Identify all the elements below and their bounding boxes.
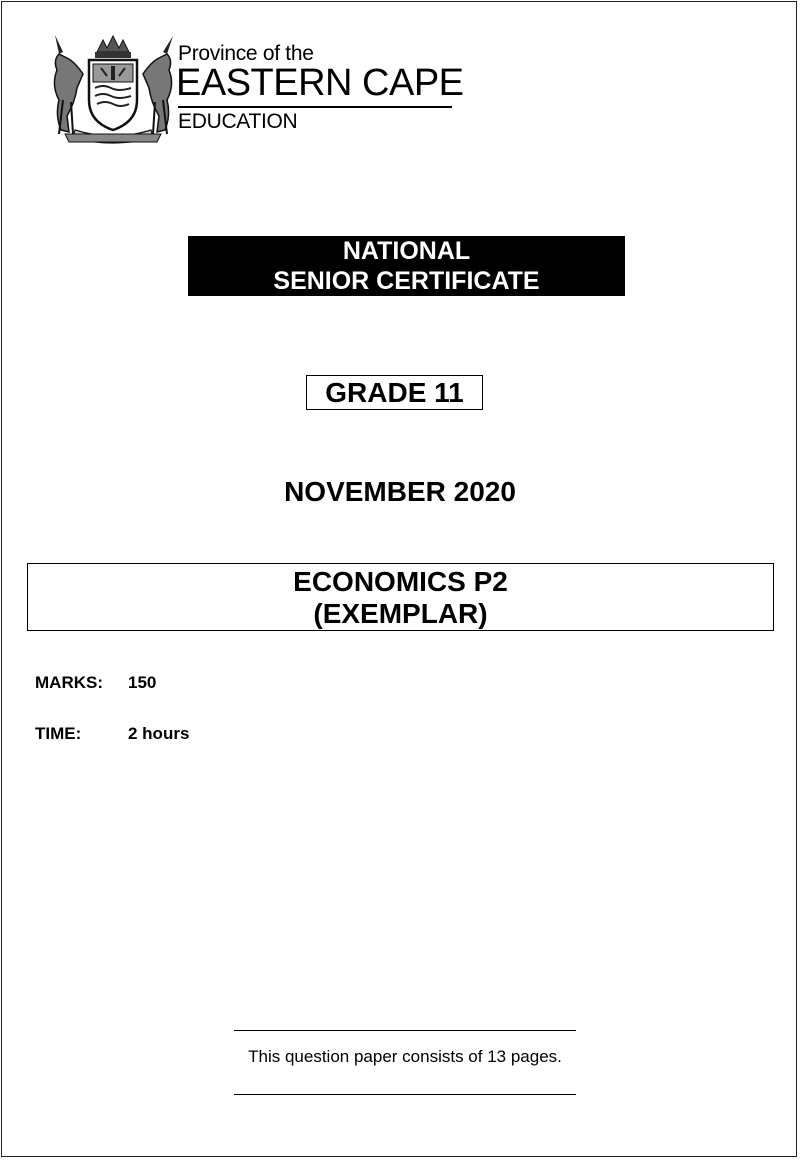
header-divider bbox=[178, 106, 452, 108]
province-label: Province of the bbox=[178, 42, 314, 65]
time-label: TIME: bbox=[35, 724, 82, 743]
page-count-note: This question paper consists of 13 pages. bbox=[248, 1047, 562, 1066]
certificate-banner bbox=[188, 236, 625, 296]
time-value: 2 hours bbox=[128, 724, 190, 743]
department-name: EDUCATION bbox=[178, 110, 298, 133]
footer-top-rule bbox=[234, 1030, 576, 1031]
subject-variant: (EXEMPLAR) bbox=[313, 598, 488, 629]
certificate-line-2: SENIOR CERTIFICATE bbox=[273, 267, 540, 295]
exam-session: NOVEMBER 2020 bbox=[284, 476, 516, 507]
department-header bbox=[45, 30, 465, 145]
marks-value: 150 bbox=[128, 673, 157, 692]
certificate-line-1: NATIONAL bbox=[342, 237, 471, 265]
marks-label: MARKS: bbox=[35, 673, 103, 692]
coat-of-arms-icon bbox=[45, 30, 180, 145]
province-name: EASTERN CAPE bbox=[176, 62, 464, 104]
subject-box bbox=[27, 563, 774, 631]
grade-label: GRADE 11 bbox=[306, 375, 483, 410]
subject-name: ECONOMICS P2 bbox=[293, 566, 508, 597]
footer-bottom-rule bbox=[234, 1094, 576, 1095]
